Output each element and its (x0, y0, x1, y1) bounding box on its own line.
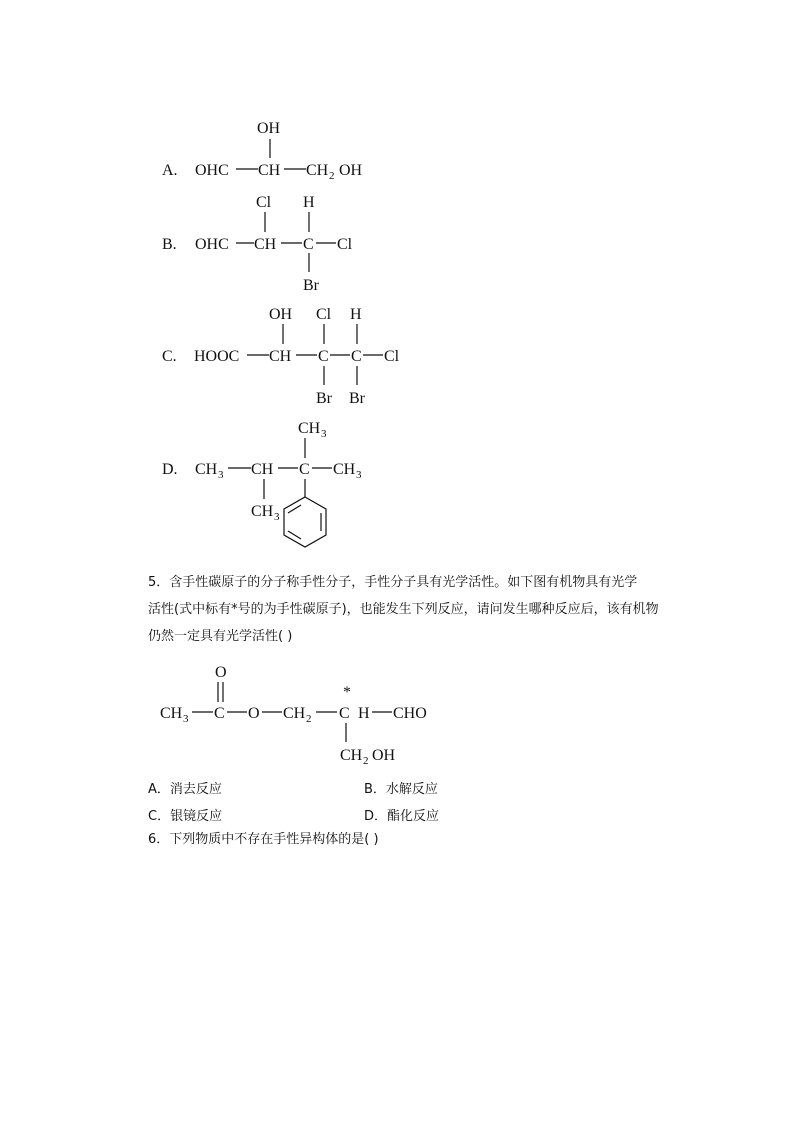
q5-carbonyl-o: O (215, 664, 227, 681)
option-d-ch3-left: CH (195, 461, 218, 478)
q5-chiral-star: * (343, 684, 351, 701)
option-b-structure (162, 194, 353, 294)
q5-ch2oh-sub: 2 (363, 755, 369, 767)
option-c-c2: C (351, 348, 362, 365)
question-5-option-a: A．消去反应 (148, 782, 222, 797)
option-c-oh: OH (269, 306, 293, 323)
option-c-cl-top: Cl (316, 306, 332, 323)
option-d-ch3-top-sub: 3 (321, 428, 327, 440)
q5-ch3-sub: 3 (183, 713, 189, 725)
option-c-c1: C (318, 348, 329, 365)
option-c-structure (162, 306, 400, 407)
option-c-cl-end: Cl (384, 348, 400, 365)
question-5-line-3: 仍然一定具有光学活性( ) (148, 629, 293, 644)
option-d-ch3-top: CH (298, 420, 321, 437)
q5-ch2oh: CH (340, 747, 363, 764)
option-c-letter: C. (162, 348, 177, 365)
question-5-option-c: C．银镜反应 (148, 809, 223, 824)
question-6-text: 6．下列物质中不存在手性异构体的是( ) (148, 832, 379, 847)
q5-cho: CHO (393, 705, 427, 722)
option-a-ch: CH (258, 162, 281, 179)
option-d-letter: D. (162, 461, 178, 478)
option-c-hooc: HOOC (194, 348, 240, 365)
option-a-oh: OH (257, 120, 281, 137)
option-a-oh-end: OH (339, 162, 363, 179)
option-a-structure (162, 120, 363, 182)
q5-ch2: CH (283, 705, 306, 722)
option-b-letter: B. (162, 236, 177, 253)
q5-ch2-sub: 2 (306, 713, 312, 725)
option-c-br1: Br (316, 390, 332, 407)
option-c-br2: Br (349, 390, 365, 407)
option-b-cl-top: Cl (256, 194, 272, 211)
question-5-option-b: B．水解反应 (364, 782, 438, 797)
question-5-line-2: 活性(式中标有*号的为手性碳原子)，也能发生下列反应，请问发生哪种反应后，该有机物 (148, 602, 659, 617)
option-c-h-top: H (350, 306, 362, 323)
option-b-c: C (303, 236, 314, 253)
benzene-ring (284, 497, 326, 547)
q5-carbonyl-c: C (214, 705, 225, 722)
option-d-structure (162, 420, 362, 547)
option-b-ohc: OHC (195, 236, 229, 253)
q5-ch3: CH (160, 705, 183, 722)
option-d-ch3-right-sub: 3 (356, 469, 362, 481)
question-5-line-1: 5．含手性碳原子的分子称手性分子，手性分子具有光学活性。如下图有机物具有光学 (148, 575, 638, 590)
option-d-c: C (299, 461, 310, 478)
option-d-ch: CH (251, 461, 274, 478)
option-b-br: Br (303, 277, 319, 294)
option-d-ch3-bottom: CH (251, 503, 274, 520)
question-5-structure (0, 650, 794, 770)
option-a-letter: A. (162, 162, 178, 179)
option-d-ch3-right: CH (333, 461, 356, 478)
option-a-ch2: CH (306, 162, 329, 179)
q5-ch2oh-oh: OH (372, 747, 396, 764)
question-5-option-d: D．酯化反应 (364, 809, 440, 824)
option-b-ch: CH (254, 236, 277, 253)
q5-chiral-c: C (339, 705, 350, 722)
option-d-ch3-bottom-sub: 3 (274, 511, 280, 523)
option-d-ch3-left-sub: 3 (218, 469, 224, 481)
option-b-h-top: H (303, 194, 315, 211)
option-b-cl-end: Cl (337, 236, 353, 253)
q5-ester-o: O (248, 705, 260, 722)
q5-h: H (358, 705, 370, 722)
option-a-ohc: OHC (195, 162, 229, 179)
option-a-sub2: 2 (329, 170, 335, 182)
option-c-ch: CH (269, 348, 292, 365)
